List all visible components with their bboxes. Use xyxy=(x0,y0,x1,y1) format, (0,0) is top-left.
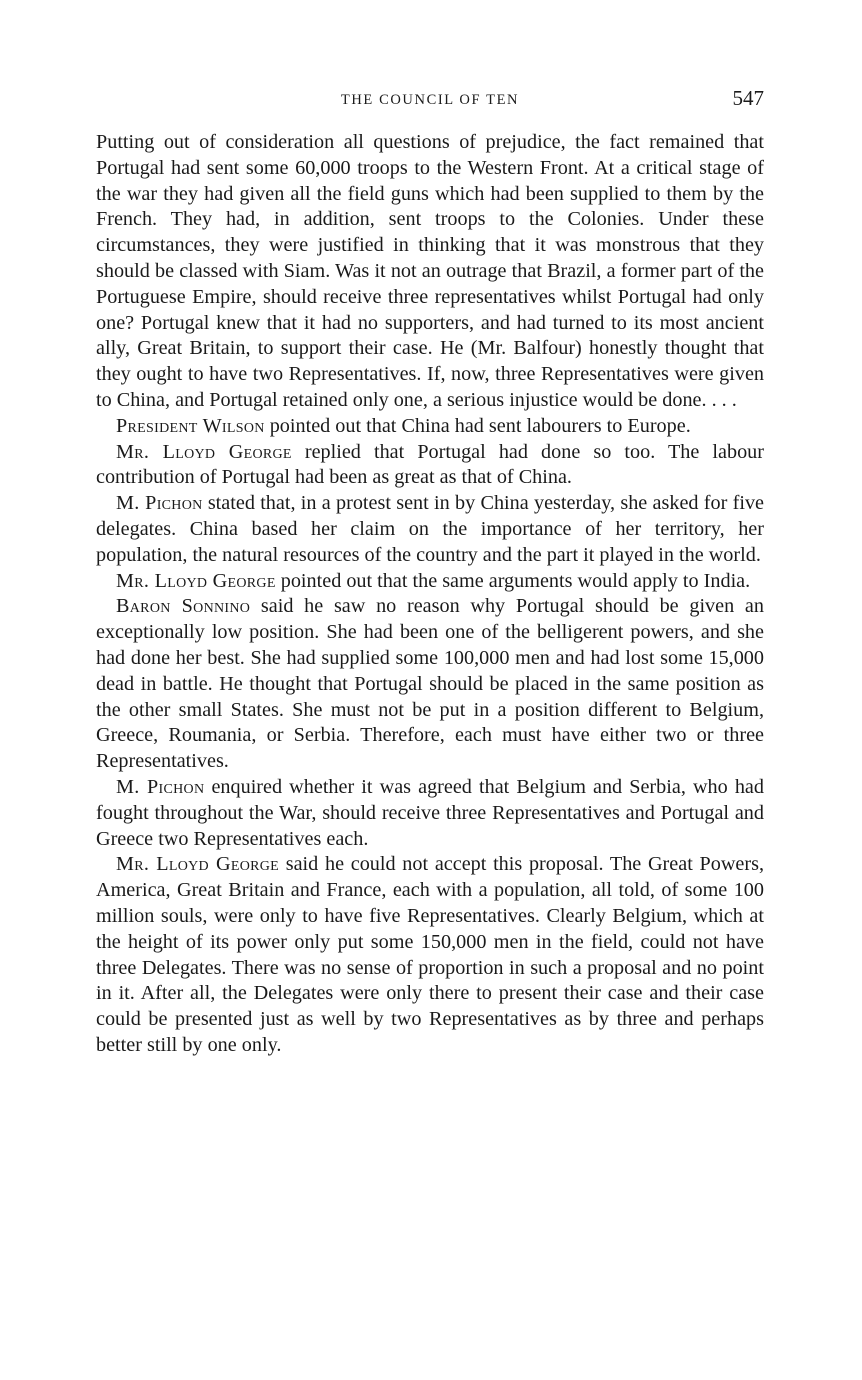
paragraph-text: stated that, in a protest sent in by China yesterday, she asked for five delegates. China based her claim on the importance of her territory, her population, the natural resources of the country and the part it played in the world. xyxy=(96,492,764,566)
speaker-name: M. Pichon xyxy=(116,775,205,798)
paragraph xyxy=(96,775,764,852)
paragraph-text: replied that Portugal had done so too. The labour contribution of Portugal had been as great as that of China. xyxy=(96,440,764,489)
paragraph xyxy=(96,569,764,595)
paragraph-text: said he could not accept this proposal. The Great Powers, America, Great Britain and France, each with a population, all told, of some 100 million souls, were only to have five Representatives. Clearly Belgium, which at the height of its power only put some 150,000 men in the field, could not have three Delegates. There was no sense of proportion in such a proposal and no point in it. After all, the Delegates were only there to present their case and their case could be presented just as well by two Representatives as by three and perhaps better still by one only. xyxy=(96,853,765,1056)
speaker-name: President Wilson xyxy=(116,414,265,437)
speaker-name: Mr. Lloyd George xyxy=(116,569,276,592)
paragraph xyxy=(96,130,764,414)
running-head: THE COUNCIL OF TEN xyxy=(340,92,520,108)
page-header xyxy=(96,84,764,118)
paragraph-text: Putting out of consideration all questions of prejudice, the fact remained that Portugal had sent some 60,000 troops to the Western Front. At a critical stage of the war they had given all the field guns which had been supplied to them by the French. They had, in addition, sent troops to the Colonies. Under these circumstances, they were justified in thinking that it was monstrous that they should be classed with Siam. Was it not an outrage that Brazil, a former part of the Portuguese Empire, should receive three representatives whilst Portugal had only one? Portugal knew that it had no supporters, and had turned to its most ancient ally, Great Britain, to support their case. He (Mr. Balfour) honestly thought that they ought to have two Representatives. If, now, three Representatives were given to China, and Portugal retained only one, a serious injustice would be done. . . . xyxy=(96,131,764,411)
paragraph-text: said he saw no reason why Portugal should be given an exceptionally low position. She had been one of the belligerent powers, and she had done her best. She had supplied some 100,000 men and had lost some 15,000 dead in battle. He thought that Portugal should be placed in the same position as the other small States. She must not be put in a position different to Belgium, Greece, Roumania, or Serbia. Therefore, each must have either two or three Representatives. xyxy=(96,595,764,773)
paragraph xyxy=(96,414,764,440)
body-text xyxy=(96,130,764,1059)
paragraph xyxy=(96,594,764,775)
speaker-name: Mr. Lloyd George xyxy=(116,853,280,876)
paragraph-text: pointed out that the same arguments would apply to India. xyxy=(275,569,751,592)
paragraph-text: pointed out that China had sent labourers to Europe. xyxy=(264,414,691,437)
paragraph-text: enquired whether it was agreed that Belgium and Serbia, who had fought throughout the War, should receive three Representatives and Portugal and Greece two Representatives each. xyxy=(96,775,764,850)
paragraph xyxy=(96,440,764,492)
book-page xyxy=(96,84,764,1059)
speaker-name: Mr. Lloyd George xyxy=(116,440,292,463)
page-number: 547 xyxy=(732,86,764,110)
speaker-name: M. Pichon xyxy=(116,492,203,515)
speaker-name: Baron Sonnino xyxy=(116,595,251,618)
paragraph xyxy=(96,491,764,568)
paragraph xyxy=(96,852,764,1058)
